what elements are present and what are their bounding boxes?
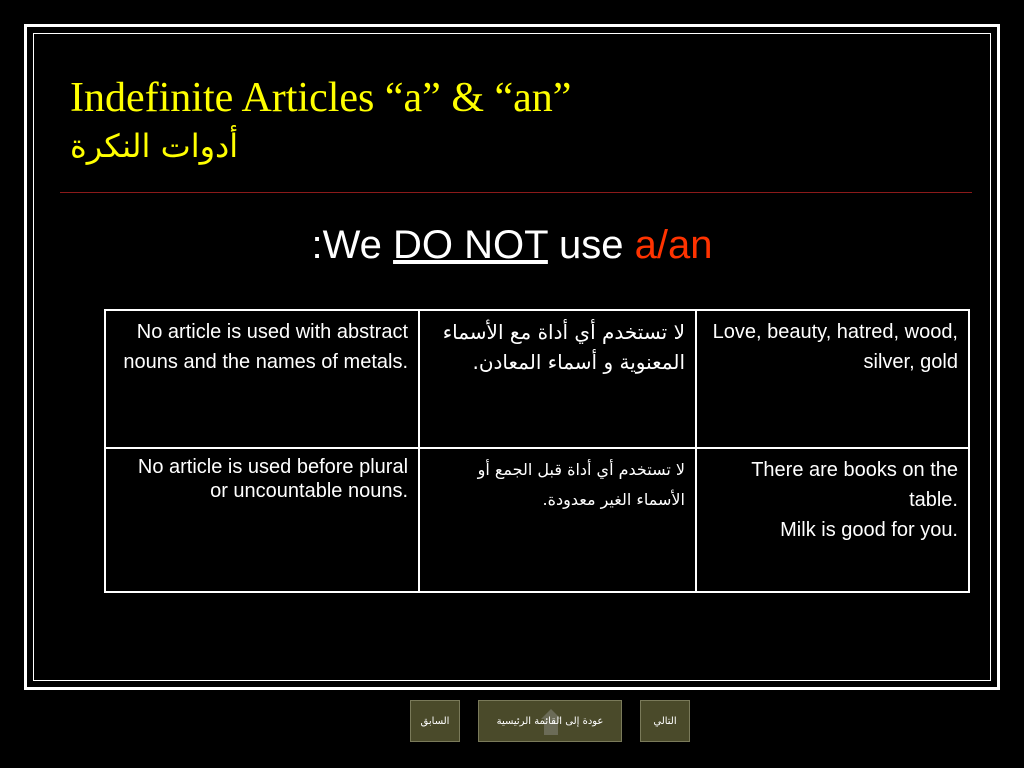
subtitle-emphasis: DO NOT (393, 223, 548, 267)
rule-arabic-cell: لا تستخدم أي أداة قبل الجمع أو الأسماء الغير معدودة. (419, 448, 696, 592)
previous-label: السابق (420, 715, 450, 727)
example-cell (696, 448, 969, 592)
home-menu-label: عودة إلى القائمة الرئيسية (496, 715, 604, 727)
rule-english-cell: No article is used with abstract nouns and the names of metals. (105, 310, 419, 448)
next-label: التالي (653, 715, 677, 727)
title-divider (60, 192, 972, 193)
next-button[interactable] (640, 700, 690, 742)
slide-title: Indefinite Articles “a” & “an” (70, 75, 572, 121)
slide-title-arabic: أدوات النكرة (70, 127, 239, 165)
example-line: Milk is good for you. (780, 519, 958, 541)
example-cell: Love, beauty, hatred, wood, silver, gold (696, 310, 969, 448)
rule-arabic-cell: لا تستخدم أي أداة مع الأسماء المعنوية و أسماء المعادن. (419, 310, 696, 448)
rule-english-cell: No article is used before plural or uncountable nouns. (105, 448, 419, 592)
previous-button[interactable] (410, 700, 460, 742)
table-row (105, 310, 969, 448)
subtitle-middle: use (547, 223, 635, 267)
home-menu-button[interactable] (478, 700, 622, 742)
table-row (105, 448, 969, 592)
rules-table (104, 309, 970, 593)
slide-subtitle (0, 220, 1024, 270)
subtitle-prefix: :We (311, 223, 394, 267)
subtitle-highlight: a/an (634, 223, 713, 267)
example-line: There are books on the table. (751, 459, 958, 511)
